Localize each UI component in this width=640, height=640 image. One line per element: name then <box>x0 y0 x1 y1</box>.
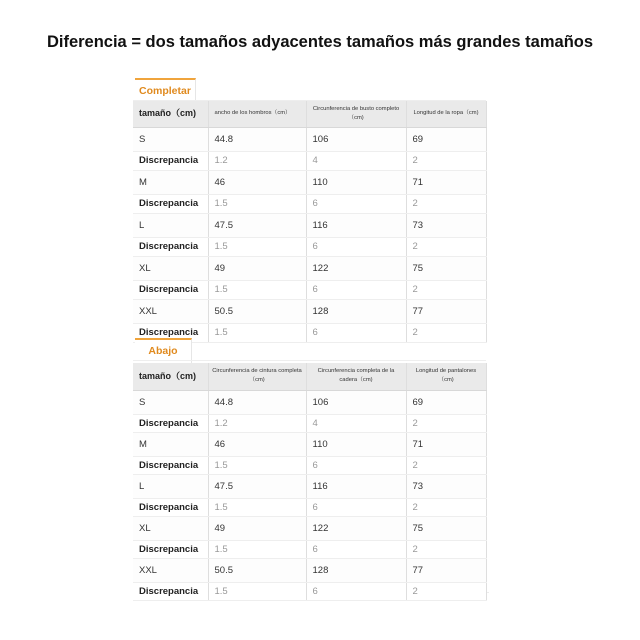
cell-measure-2: 128 <box>306 558 406 582</box>
cell-measure-2: 110 <box>306 170 406 194</box>
cell-measure-1: 1.5 <box>208 582 306 600</box>
cell-measure-1: 50.5 <box>208 299 306 323</box>
cell-measure-1: 1.2 <box>208 414 306 432</box>
cell-size: L <box>133 213 208 237</box>
header-size: tamaño（cm) <box>133 101 208 127</box>
cell-measure-3: 2 <box>406 414 486 432</box>
discrepancy-row <box>133 540 486 558</box>
size-row <box>133 432 486 456</box>
cell-measure-3: 2 <box>406 498 486 516</box>
cell-measure-2: 6 <box>306 237 406 256</box>
cell-measure-1: 50.5 <box>208 558 306 582</box>
cell-measure-2: 106 <box>306 127 406 151</box>
cell-measure-2: 4 <box>306 151 406 170</box>
cell-measure-2: 6 <box>306 582 406 600</box>
cell-measure-2: 116 <box>306 474 406 498</box>
discrepancy-row <box>133 194 486 213</box>
header-bust: Circunferencia de busto completo（cm) <box>306 101 406 127</box>
cell-measure-3: 73 <box>406 213 486 237</box>
cell-measure-3: 2 <box>406 280 486 299</box>
bottom-size-section <box>133 338 486 603</box>
cell-measure-3: 2 <box>406 582 486 600</box>
header-size: tamaño（cm) <box>133 363 208 390</box>
cell-measure-1: 44.8 <box>208 390 306 414</box>
cell-measure-1: 1.5 <box>208 456 306 474</box>
cell-size: XXL <box>133 558 208 582</box>
cell-measure-2: 122 <box>306 516 406 540</box>
cell-size: XXL <box>133 299 208 323</box>
cell-measure-3: 2 <box>406 540 486 558</box>
cell-measure-3: 77 <box>406 299 486 323</box>
cell-discrepancy-label: Discrepancia <box>133 498 208 516</box>
cell-measure-1: 1.5 <box>208 194 306 213</box>
cell-discrepancy-label: Discrepancia <box>133 280 208 299</box>
cell-measure-3: 69 <box>406 390 486 414</box>
cell-measure-1: 44.8 <box>208 127 306 151</box>
size-row <box>133 256 486 280</box>
top-table-body <box>133 127 486 342</box>
cell-size: XL <box>133 256 208 280</box>
table-header-row <box>133 101 486 127</box>
tab-completar[interactable]: Completar <box>135 78 196 103</box>
size-row <box>133 127 486 151</box>
cell-measure-3: 75 <box>406 256 486 280</box>
cell-measure-3: 71 <box>406 432 486 456</box>
cell-discrepancy-label: Discrepancia <box>133 194 208 213</box>
cell-measure-2: 6 <box>306 498 406 516</box>
cell-discrepancy-label: Discrepancia <box>133 323 208 342</box>
cell-measure-1: 46 <box>208 170 306 194</box>
cell-measure-3: 2 <box>406 151 486 170</box>
cell-measure-2: 6 <box>306 280 406 299</box>
cell-measure-3: 2 <box>406 194 486 213</box>
cell-size: M <box>133 432 208 456</box>
cell-measure-2: 128 <box>306 299 406 323</box>
cell-measure-1: 47.5 <box>208 474 306 498</box>
cell-measure-2: 6 <box>306 540 406 558</box>
cell-measure-1: 49 <box>208 256 306 280</box>
tab-divider <box>133 360 486 361</box>
cell-measure-2: 6 <box>306 456 406 474</box>
cell-measure-1: 46 <box>208 432 306 456</box>
discrepancy-row <box>133 456 486 474</box>
discrepancy-row <box>133 414 486 432</box>
cell-measure-1: 47.5 <box>208 213 306 237</box>
cell-size: XL <box>133 516 208 540</box>
cell-measure-3: 2 <box>406 323 486 342</box>
cell-measure-2: 6 <box>306 323 406 342</box>
cell-discrepancy-label: Discrepancia <box>133 456 208 474</box>
cell-measure-1: 1.2 <box>208 151 306 170</box>
table-header-row <box>133 363 486 390</box>
discrepancy-row <box>133 280 486 299</box>
bottom-size-table <box>133 363 487 601</box>
discrepancy-row <box>133 237 486 256</box>
header-pants-length: Longitud de pantalones（cm) <box>406 363 486 390</box>
cell-discrepancy-label: Discrepancia <box>133 540 208 558</box>
cell-size: M <box>133 170 208 194</box>
cell-size: S <box>133 390 208 414</box>
top-size-section <box>133 78 486 336</box>
discrepancy-row <box>133 498 486 516</box>
cell-measure-3: 2 <box>406 237 486 256</box>
cell-discrepancy-label: Discrepancia <box>133 414 208 432</box>
size-row <box>133 390 486 414</box>
tab-abajo[interactable]: Abajo <box>135 338 192 363</box>
size-row <box>133 558 486 582</box>
size-row <box>133 516 486 540</box>
size-row <box>133 299 486 323</box>
cell-measure-2: 6 <box>306 194 406 213</box>
cell-measure-2: 116 <box>306 213 406 237</box>
cell-measure-1: 1.5 <box>208 323 306 342</box>
header-waist: Circunferencia de cintura completa（cm) <box>208 363 306 390</box>
page-title: Diferencia = dos tamaños adyacentes tamaños más grandes tamaños <box>46 33 594 51</box>
cell-size: L <box>133 474 208 498</box>
cell-measure-2: 122 <box>306 256 406 280</box>
cell-measure-3: 77 <box>406 558 486 582</box>
cell-measure-3: 71 <box>406 170 486 194</box>
top-size-table <box>133 101 487 343</box>
cell-measure-2: 110 <box>306 432 406 456</box>
cell-discrepancy-label: Discrepancia <box>133 237 208 256</box>
decorative-dot: · <box>487 590 489 596</box>
header-length: Longitud de la ropa（cm) <box>406 101 486 127</box>
cell-discrepancy-label: Discrepancia <box>133 151 208 170</box>
cell-measure-3: 73 <box>406 474 486 498</box>
size-row <box>133 474 486 498</box>
size-row <box>133 170 486 194</box>
cell-measure-1: 1.5 <box>208 237 306 256</box>
discrepancy-row <box>133 151 486 170</box>
cell-discrepancy-label: Discrepancia <box>133 582 208 600</box>
cell-measure-3: 69 <box>406 127 486 151</box>
cell-measure-1: 1.5 <box>208 280 306 299</box>
cell-measure-1: 1.5 <box>208 498 306 516</box>
header-shoulder-width: ancho de los hombros（cm） <box>208 101 306 127</box>
discrepancy-row <box>133 582 486 600</box>
cell-measure-1: 1.5 <box>208 540 306 558</box>
cell-size: S <box>133 127 208 151</box>
cell-measure-1: 49 <box>208 516 306 540</box>
size-row <box>133 213 486 237</box>
bottom-table-body <box>133 390 486 600</box>
header-hip: Circunferencia completa de la cadera（cm) <box>306 363 406 390</box>
cell-measure-3: 75 <box>406 516 486 540</box>
cell-measure-2: 106 <box>306 390 406 414</box>
cell-measure-3: 2 <box>406 456 486 474</box>
cell-measure-2: 4 <box>306 414 406 432</box>
